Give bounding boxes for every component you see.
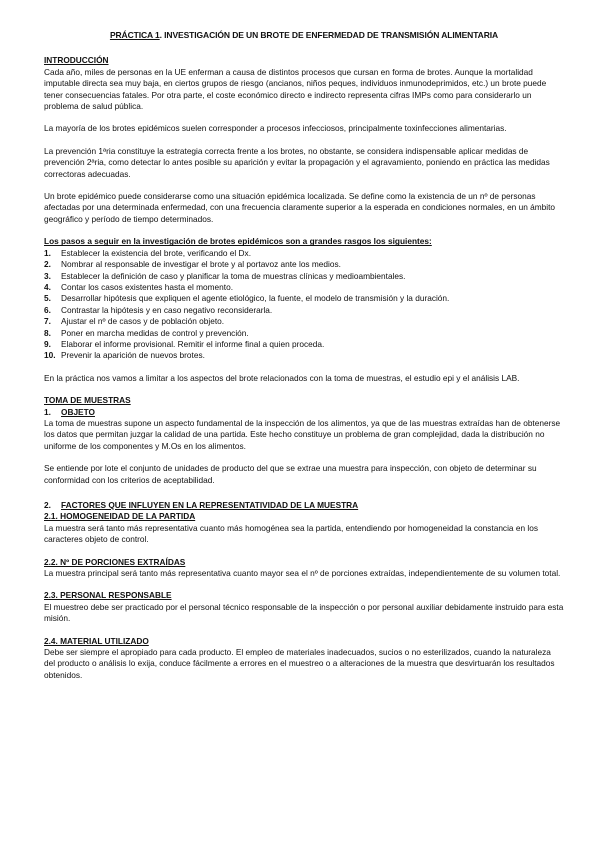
list-item-text: Desarrollar hipótesis que expliquen el agente etiológico, la fuente, el modelo de transmisión y la duración. (61, 293, 450, 304)
list-item (44, 259, 564, 270)
section-2-4-title: 2.4. MATERIAL UTILIZADO (44, 635, 149, 646)
list-item-text: Ajustar el nº de casos y de población objeto. (61, 316, 225, 327)
intro-heading: INTRODUCCIÓN (44, 55, 109, 66)
section-2-1-text: La muestra será tanto más representativa cuanto más homogénea sea la partida, entendiendo por homogeneidad la constancia en los caracteres objeto de control. (44, 522, 538, 545)
toma-heading: TOMA DE MUESTRAS (44, 395, 131, 406)
title-prefix: PRÁCTICA 1 (109, 30, 160, 40)
list-item-text: Contar los casos existentes hasta el momento. (61, 281, 234, 292)
list-item-text: Nombrar al responsable de investigar el brote y al portavoz ante los medios. (61, 259, 341, 270)
list-item-text: Establecer la existencia del brote, verificando el Dx. (61, 247, 252, 258)
list-item (44, 316, 564, 327)
document-page (44, 30, 564, 692)
section-2-1-title: 2.1. HOMOGENEIDAD DE LA PARTIDA (44, 511, 196, 522)
list-item-number: 6. (44, 304, 51, 315)
list-item-number: 3. (44, 270, 51, 281)
intro-paragraph-2: La mayoría de los brotes epidémicos suelen corresponder a procesos infecciosos, principalmente toxinfecciones alimentarias. (44, 123, 507, 134)
list-item (44, 328, 564, 339)
intro-paragraph-1: Cada año, miles de personas en la UE enferman a causa de distintos procesos que cursan en forma de brotes. Aunque la mortalidad imputable directa sea muy baja, en ciertos grupos de riesgo (ancianos, niños peques, individuos inmunodeprimidos, etc.) un brote puede tener consecuencias fatales. Por otra parte, el coste económico directo e indirecto representa cifras IMPs como para considerarlo un problema de salud pública. (44, 66, 547, 112)
steps-heading: Los pasos a seguir en la investigación de brotes epidémicos son a grandes rasgos los siguientes: (44, 236, 432, 247)
list-item-number: 5. (44, 293, 51, 304)
section-2-4-text: Debe ser siempre el apropiado para cada producto. El empleo de materiales inadecuados, sucios o no esterilizados, cuando la naturaleza del producto o análisis lo exija, conduce fácilmente a errores en el muestreo o a alteraciones de la muestra que desvirtuarán los resultados obtenidos. (44, 647, 555, 680)
list-item (44, 305, 564, 316)
steps-after-paragraph: En la práctica nos vamos a limitar a los aspectos del brote relacionados con la toma de muestras, el estudio epi y el análisis LAB. (44, 372, 520, 383)
list-item (44, 282, 564, 293)
list-item-number: 9. (44, 338, 51, 349)
list-item (44, 271, 564, 282)
list-item (44, 293, 564, 304)
section-2-2-text: La muestra principal será tanto más representativa cuanto mayor sea el nº de porciones extraídas, independientemente de su volumen total. (44, 568, 561, 579)
factores-label: FACTORES QUE INFLUYEN EN LA REPRESENTATIVIDAD DE LA MUESTRA (61, 500, 359, 510)
factores-number: 2. (44, 500, 51, 510)
list-item-number: 4. (44, 281, 51, 292)
intro-paragraph-3: La prevención 1ªria constituye la estrategia correcta frente a los brotes, no obstante, se considera indispensable aplicar medidas de prevención 2ªria, como detectar lo antes posible su aparición y evitar la propagación y el agravamiento, poniendo en práctica las medidas correctoras adecuadas. (44, 145, 550, 179)
objeto-paragraph-1: La toma de muestras supone un aspecto fundamental de la inspección de los alimentos, ya que de las muestras extraídas han de obtenerse los datos que permitan juzgar la calidad de una partida. Este hecho constituye un problema de gran complejidad, dada la distribución no uniforme de los componentes y M.Os en los alimentos. (44, 417, 561, 451)
list-item-number: 1. (44, 247, 51, 258)
objeto-number: 1. (44, 406, 51, 417)
list-item-text: Elaborar el informe provisional. Remitir el informe final a quien proceda. (61, 338, 325, 349)
objeto-label: OBJETO (61, 406, 95, 417)
section-2-2-title: 2.2. Nº DE PORCIONES EXTRAÍDAS (44, 556, 186, 567)
list-item-text: Establecer la definición de caso y planificar la toma de muestras clínicas y medioambientales. (61, 270, 406, 281)
list-item-text: Contrastar la hipótesis y en caso negativo reconsiderarla. (61, 304, 273, 315)
factores-heading (44, 500, 564, 511)
steps-list (44, 248, 564, 362)
list-item (44, 350, 564, 361)
objeto-paragraph-2: Se entiende por lote el conjunto de unidades de producto del que se extrae una muestra para inspección, con objeto de determinar su conformidad con los criterios de aceptabilidad. (44, 463, 537, 485)
list-item-number: 8. (44, 327, 51, 338)
list-item-number: 10. (44, 350, 56, 361)
section-2-3-title: 2.3. PERSONAL RESPONSABLE (44, 590, 172, 601)
list-item (44, 248, 564, 259)
objeto-heading (44, 407, 564, 418)
document-title (44, 30, 564, 41)
intro-paragraph-4: Un brote epidémico puede considerarse como una situación epidémica localizada. Se define como la existencia de un nº de personas afectadas por una determinada enfermedad, con una frecuencia claramente superior a la esperada en condiciones normales, en un ámbito geográfico y período de tiempo determinados. (44, 191, 556, 224)
list-item (44, 339, 564, 350)
list-item-text: Prevenir la aparición de nuevos brotes. (61, 350, 205, 361)
list-item-text: Poner en marcha medidas de control y prevención. (61, 327, 249, 338)
title-rest: . INVESTIGACIÓN DE UN BROTE DE ENFERMEDAD DE TRANSMISIÓN ALIMENTARIA (159, 30, 499, 40)
section-2-3-text: El muestreo debe ser practicado por el personal técnico responsable de la inspección o por personal auxiliar debidamente instruido para esta misión. (44, 601, 564, 624)
list-item-number: 7. (44, 316, 51, 327)
list-item-number: 2. (44, 259, 51, 270)
